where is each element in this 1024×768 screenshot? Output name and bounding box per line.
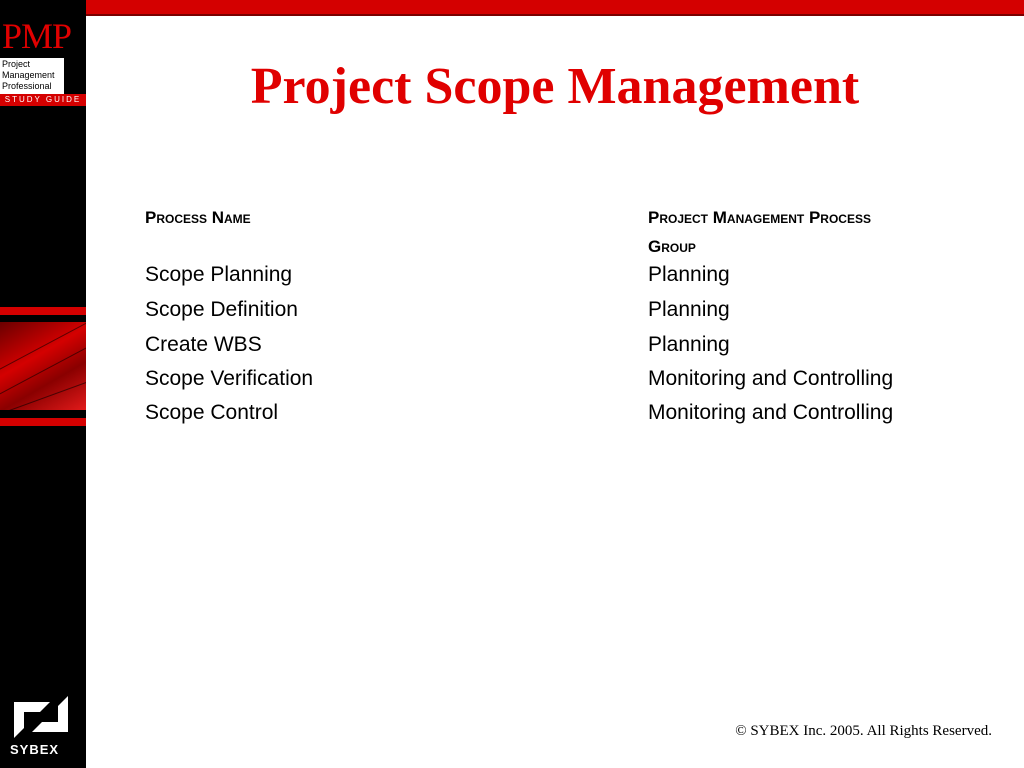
column-header-process-name: Process Name [145,208,251,227]
study-guide-label: STUDY GUIDE [0,94,86,106]
table-cell-group: Planning [648,263,730,286]
sidebar-red-strip [0,418,86,426]
table-cell-process: Scope Planning [145,263,293,286]
table-cell-process: Scope Verification [145,367,314,390]
table-cell-group: Planning [648,298,730,321]
sybex-logo-icon [10,694,72,740]
table-cell-process: Scope Control [145,401,279,424]
column-header-process-group: Project Management Process Group [648,208,871,256]
logo-line-3: Professional [2,81,52,91]
top-red-rule [86,0,1024,16]
table-cell-group: Monitoring and Controlling [648,401,894,424]
sybex-logo-text: SYBEX [10,742,60,757]
logo-line-1: Project [2,59,31,69]
table-cell-group: Planning [648,333,730,356]
pmp-logo-subtitle [0,58,64,94]
slide-title: Project Scope Management [250,58,860,115]
table-cell-process: Scope Definition [145,298,298,321]
pmp-logo-text: PMP [2,16,72,56]
sidebar-red-strip [0,307,86,315]
logo-line-2: Management [2,70,55,80]
decorative-image [0,322,86,410]
table-cell-group: Monitoring and Controlling [648,367,894,390]
table-cell-process: Create WBS [145,333,262,356]
sybex-logo [0,682,86,768]
pmp-logo [0,0,86,106]
copyright-footer: © SYBEX Inc. 2005. All Rights Reserved. [735,723,992,739]
